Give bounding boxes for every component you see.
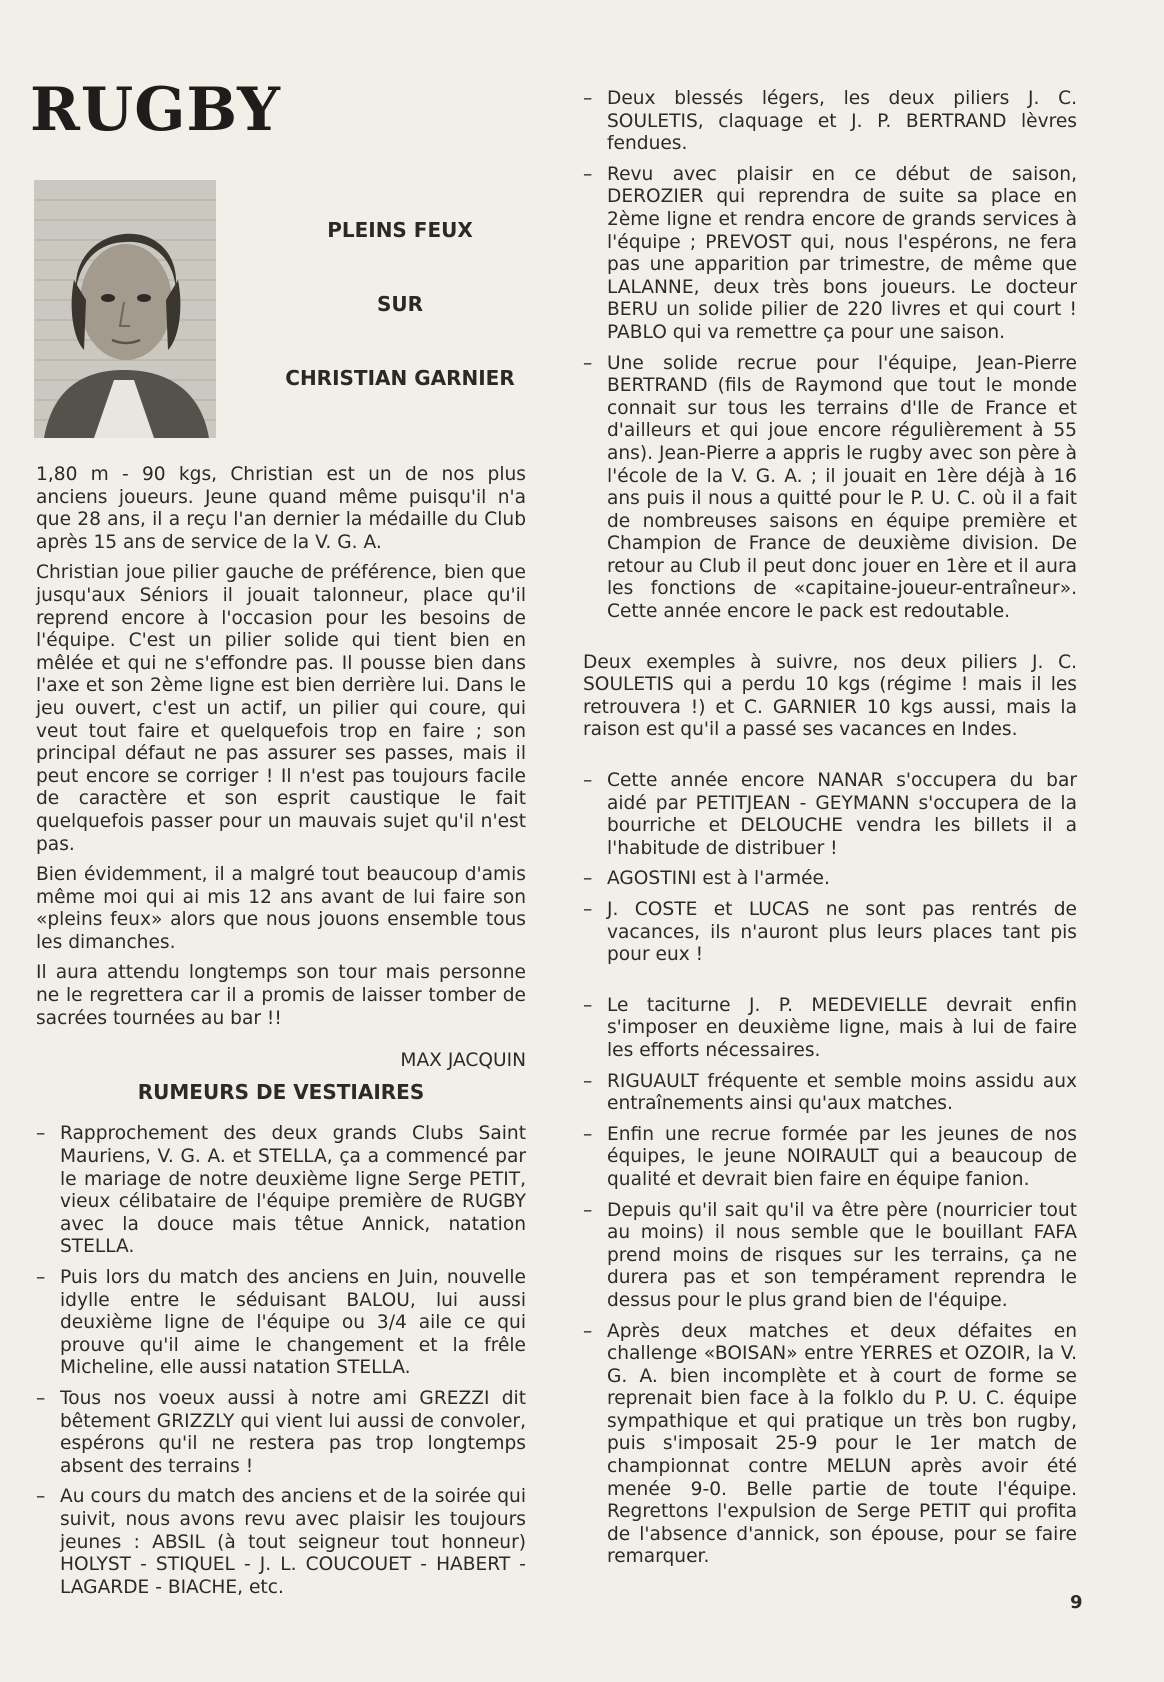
rumeurs-heading: RUMEURS DE VESTIAIRES xyxy=(137,1079,425,1104)
rumeurs-list-left xyxy=(36,1123,526,1599)
feature-heading-2: SUR xyxy=(376,292,424,316)
list-item: – Tous nos voeux aussi à notre ami GREZZI dit bêtement GRIZZLY qui vient lui aussi de convoler, espérons qu'il ne restera pas trop longtemps absent des terrains ! xyxy=(36,1388,526,1478)
list-item: – AGOSTINI est à l'armée. xyxy=(583,868,1077,891)
list-item: – Une solide recrue pour l'équipe, Jean-Pierre BERTRAND (fils de Raymond que tout le monde connait sur tous les terrains d'Ile de France et d'ailleurs et qui joue encore régulièrement à 55 ans). Jean-Pierre a appris le rugby avec son père à l'école de la V. G. A. ; il jouait en 1ère déjà à 16 ans puis il nous a quitté pour le P. U. C. où il a fait de nombreuses saisons en équipe première et Champion de France de deuxième division. De retour au Club il peut donc jouer en 1ère et il aura les fonctions de «capitaine-joueur-entraîneur». Cette année encore le pack est redoutable. xyxy=(583,353,1077,624)
list-item: – Rapprochement des deux grands Clubs Saint Mauriens, V. G. A. et STELLA, ça a commencé par le mariage de notre deuxième ligne Serge PETIT, vieux célibataire de l'équipe première de RUGBY avec la douce mais têtue Annick, natation STELLA. xyxy=(36,1123,526,1259)
feature-paragraph: 1,80 m - 90 kgs, Christian est un de nos plus anciens joueurs. Jeune quand même puisqu'il n'a que 28 ans, il a reçu l'an dernier la médaille du Club après 15 ans de service de la V. G. A. xyxy=(36,464,526,553)
player-photo xyxy=(34,180,216,438)
feature-heading-3: CHRISTIAN GARNIER xyxy=(285,366,515,390)
author-signature: MAX JACQUIN xyxy=(400,1050,526,1072)
feature-paragraph: Bien évidemment, il a malgré tout beaucoup d'amis même moi qui ai mis 12 ans avant de lui faire son «pleins feux» alors que nous jouons ensemble tous les dimanches. xyxy=(36,864,526,953)
list-item: – J. COSTE et LUCAS ne sont pas rentrés de vacances, ils n'auront plus leurs places tant pis pour eux ! xyxy=(583,899,1077,967)
list-item: – Au cours du match des anciens et de la soirée qui suivit, nous avons revu avec plaisir les toujours jeunes : ABSIL (à tout seigneur tout honneur) HOLYST - STIQUEL - J. L. COUCOUET - HABERT - LAGARDE - BIACHE, etc. xyxy=(36,1486,526,1599)
list-item: – Puis lors du match des anciens en Juin, nouvelle idylle entre le séduisant BALOU, lui aussi deuxième ligne de l'équipe ou 3/4 aile ce qui prouve qu'il aime le changement et la frêle Micheline, elle aussi natation STELLA. xyxy=(36,1267,526,1380)
list-item: – RIGUAULT fréquente et semble moins assidu aux entraînements ainsi qu'aux matches. xyxy=(583,1071,1077,1116)
list-item: – Cette année encore NANAR s'occupera du bar aidé par PETITJEAN - GEYMANN s'occupera de la bourriche et DELOUCHE vendra les billets il a l'habitude de distribuer ! xyxy=(583,770,1077,860)
feature-paragraph: Il aura attendu longtemps son tour mais personne ne le regrettera car il a promis de laisser tomber de sacrées tournées au bar !! xyxy=(36,962,526,1029)
list-item: – Revu avec plaisir en ce début de saison, DEROZIER qui reprendra de suite sa place en 2ème ligne et rendra encore de grands services à l'équipe ; PREVOST qui, nous l'espérons, ne fera pas une apparition par trimestre, de même que LALANNE, deux très bons joueurs. Le docteur BERU un solide pilier de 220 livres et qui court ! PABLO qui va remettre ça pour une saison. xyxy=(583,164,1077,345)
list-item: – Depuis qu'il sait qu'il va être père (nourricier tout au moins) il nous semble que le bouillant FAFA prend moins de risques sur les terrains, ça ne durera pas et son tempérament reprendra le dessus pour le plus grand bien de l'équipe. xyxy=(583,1200,1077,1313)
list-item: – Enfin une recrue formée par les jeunes de nos équipes, le jeune NOIRAULT qui a beaucoup de qualité et devrait bien faire en équipe fanion. xyxy=(583,1124,1077,1192)
rumeurs-list-right-a xyxy=(583,88,1077,624)
rumeurs-paragraph: Deux exemples à suivre, nos deux piliers J. C. SOULETIS qui a perdu 10 kgs (régime ! mais il les retrouvera !) et C. GARNIER 10 kgs aussi, mais la raison est qu'il a passé ses vacances en Indes. xyxy=(583,651,1077,741)
section-title: RUGBY xyxy=(30,75,281,145)
feature-heading-1: PLEINS FEUX xyxy=(327,218,473,242)
feature-paragraph: Christian joue pilier gauche de préférence, bien que jusqu'aux Séniors il jouait talonneur, place qu'il reprend encore à l'occasion pour les besoins de l'équipe. C'est un pilier solide qui tient bien en mêlée et qui ne s'effondre pas. Il pousse bien dans l'axe et son 2ème ligne est bien derrière lui. Dans le jeu ouvert, c'est un actif, un pilier qui coure, qui veut tout faire et quelquefois trop en faire ; son principal défaut ne pas assurer ses passes, mais il peut encore se corriger ! Il n'est pas toujours facile de caractère et son esprit caustique le fait quelquefois passer pour un mauvais sujet qu'il n'est pas. xyxy=(36,562,526,855)
rumeurs-list-right-b xyxy=(583,770,1077,967)
page-number: 9 xyxy=(1070,1592,1083,1613)
right-column xyxy=(583,88,1077,1577)
rumeurs-list-right-c xyxy=(583,995,1077,1569)
list-item: – Après deux matches et deux défaites en challenge «BOISAN» entre YERRES et OZOIR, la V. G. A. bien incomplète et à court de forme se reprenait bien face à la folklo du P. U. C. équipe sympathique et qui pratique un très bon rugby, puis s'imposait 25-9 pour le 1er match de championnat contre MELUN après avoir été menée 9-0. Belle partie de toute l'équipe. Regrettons l'expulsion de Serge PETIT qui profita de l'absence d'annick, son épouse, pour se faire remarquer. xyxy=(583,1321,1077,1570)
left-column xyxy=(36,464,526,1607)
list-item: – Deux blessés légers, les deux piliers J. C. SOULETIS, claquage et J. P. BERTRAND lèvres fendues. xyxy=(583,88,1077,156)
list-item: – Le taciturne J. P. MEDEVIELLE devrait enfin s'imposer en deuxième ligne, mais à lui de faire les efforts nécessaires. xyxy=(583,995,1077,1063)
